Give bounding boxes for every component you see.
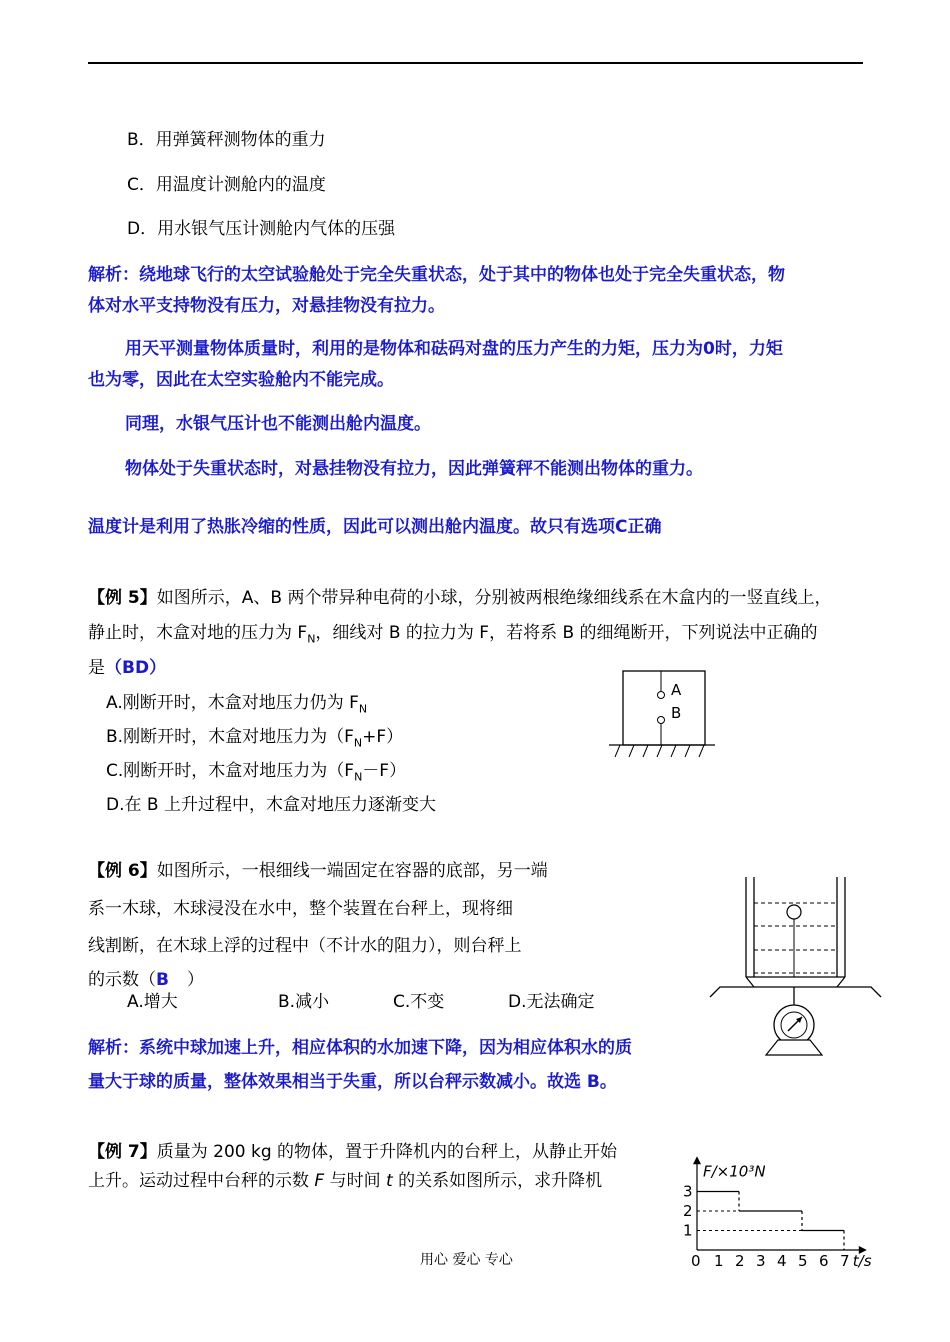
q4-analysis-line1: 解析：绕地球飞行的太空试验舱处于完全失重状态，处于其中的物体也处于完全失重状态，物: [88, 265, 785, 285]
ex5-option-c-sub: N: [354, 770, 363, 784]
ex7-line2: [88, 1166, 602, 1191]
scale-pan: [710, 987, 881, 997]
ex5-sub-n: N: [307, 632, 316, 646]
ex7-line2-c: 的关系如图所示，求升降机: [392, 1171, 603, 1191]
x-tick-label: 2: [735, 1252, 745, 1270]
ex5-line3: [88, 653, 166, 678]
ex6-option-b: B.减小: [278, 992, 330, 1012]
ex6-analysis-line1: 解析：系统中球加速上升，相应体积的水加速下降，因为相应体积水的质: [88, 1038, 632, 1058]
q4-option-b: B．用弹簧秤测物体的重力: [127, 130, 326, 150]
ex7-line1-text: 质量为 200 kg 的物体，置于升降机内的台秤上，从静止开始: [156, 1142, 618, 1162]
ex5-option-c-b: －F）: [362, 761, 407, 781]
ex7-line1: [88, 1137, 617, 1162]
ex6-line4-a: 的示数（: [88, 970, 156, 990]
x-tick-label: 4: [777, 1252, 787, 1270]
header-rule: [88, 62, 863, 64]
ex7-label: 【例 7】: [88, 1142, 157, 1162]
ex5-option-b: [106, 722, 403, 749]
ex5-answer: （BD）: [105, 658, 167, 678]
wooden-ball: [787, 905, 801, 919]
ex5-option-c-a: C.刚断开时，木盒对地压力为（F: [106, 761, 355, 781]
x-axis-label: t/s: [852, 1252, 872, 1270]
ex5-option-a: [106, 688, 367, 715]
label-a: A: [671, 681, 682, 699]
ex5-option-b-b: +F）: [362, 727, 404, 747]
pan-support-left: [746, 977, 754, 987]
q4-analysis-line7: 温度计是利用了热胀冷缩的性质，因此可以测出舱内温度。故只有选项C正确: [88, 517, 662, 537]
q4-option-d: D．用水银气压计测舱内气体的压强: [127, 219, 396, 239]
ex5-option-d: D.在 B 上升过程中，木盒对地压力逐渐变大: [106, 795, 436, 815]
ex5-line2-a: 静止时，木盒对地的压力为 F: [88, 623, 308, 643]
ex5-line2-b: ，细线对 B 的拉力为 F，若将系 B 的细绳断开，下列说法中正确的: [315, 623, 818, 643]
ex7-var-f: F: [314, 1171, 325, 1191]
q4-analysis-line6: 物体处于失重状态时，对悬挂物没有拉力，因此弹簧秤不能测出物体的重力。: [125, 459, 703, 479]
pan-support-right: [837, 977, 845, 987]
ex5-option-b-sub: N: [353, 736, 363, 750]
ex5-option-b-a: B.刚断开时，木盒对地压力为（F: [106, 727, 354, 747]
q4-analysis-line3: 用天平测量物体质量时，利用的是物体和砝码对盘的压力产生的力矩，压力为0时，力矩: [125, 339, 783, 359]
ex5-line3-a: 是: [88, 658, 105, 678]
ex6-line3: 线割断，在木球上浮的过程中（不计水的阻力），则台秤上: [88, 936, 522, 956]
footer-text: 用心 爱心 专心: [420, 1252, 513, 1268]
q4-analysis-line2: 体对水平支持物没有压力，对悬挂物没有拉力。: [88, 296, 445, 316]
x-tick-label: 3: [756, 1252, 766, 1270]
ex6-label: 【例 6】: [88, 861, 157, 881]
ex6-line1: [88, 856, 548, 881]
ex7-var-t: t: [386, 1171, 393, 1191]
ball-a: [658, 692, 665, 699]
ex6-option-a: A.增大: [127, 992, 178, 1012]
ex6-answer: B: [156, 970, 169, 990]
y-tick-label: 3: [683, 1182, 693, 1201]
y-tick-label: 2: [683, 1202, 693, 1220]
label-b: B: [671, 704, 682, 722]
x-tick-label: 0: [691, 1252, 701, 1270]
y-tick-label: 1: [683, 1221, 693, 1240]
ex5-label: 【例 5】: [88, 588, 157, 608]
q4-analysis-line5: 同理，水银气压计也不能测出舱内温度。: [125, 414, 431, 434]
ex5-option-a-sub: N: [358, 702, 368, 716]
ex5-line1: [88, 583, 831, 608]
force-time-chart: [674, 1130, 896, 1270]
ball-b: [658, 717, 665, 724]
ex7-line2-b: 与时间: [324, 1171, 386, 1191]
q4-option-c: C．用温度计测舱内的温度: [127, 175, 326, 195]
ex5-line2: [88, 618, 818, 645]
scale-base: [766, 1040, 822, 1055]
ex6-line2: 系一木球，木球浸没在水中，整个装置在台秤上，现将细: [88, 899, 513, 919]
ex6-line1-text: 如图所示，一根细线一端固定在容器的底部，另一端: [156, 861, 548, 881]
ex6-line4-b: ）: [186, 970, 204, 990]
ex5-option-a-text: A.刚断开时，木盒对地压力仍为 F: [106, 693, 359, 713]
x-tick-label: 7: [840, 1252, 850, 1270]
ex6-scale-figure: [706, 875, 886, 1060]
x-tick-label: 6: [819, 1252, 829, 1270]
x-tick-label: 1: [714, 1252, 724, 1270]
ex5-option-c: [106, 756, 406, 783]
ex6-option-d: D.无法确定: [508, 992, 595, 1012]
y-axis-label: F/×10³N: [703, 1162, 766, 1181]
ex5-line1-text: 如图所示，A、B 两个带异种电荷的小球，分别被两根绝缘细线系在木盒内的一竖直线上，: [156, 588, 832, 608]
ground-hatch: [615, 745, 704, 757]
wooden-box: [623, 671, 705, 745]
x-tick-label: 5: [798, 1252, 808, 1270]
ex5-box-figure: [605, 665, 720, 765]
ex7-line2-a: 上升。运动过程中台秤的示数: [88, 1171, 315, 1191]
y-axis-arrow: [693, 1156, 701, 1164]
q4-analysis-line4: 也为零，因此在太空实验舱内不能完成。: [88, 370, 394, 390]
ex6-analysis-line2: 量大于球的质量，整体效果相当于失重，所以台秤示数减小。故选 B。: [88, 1072, 617, 1092]
ex6-option-c: C.不变: [393, 992, 445, 1012]
